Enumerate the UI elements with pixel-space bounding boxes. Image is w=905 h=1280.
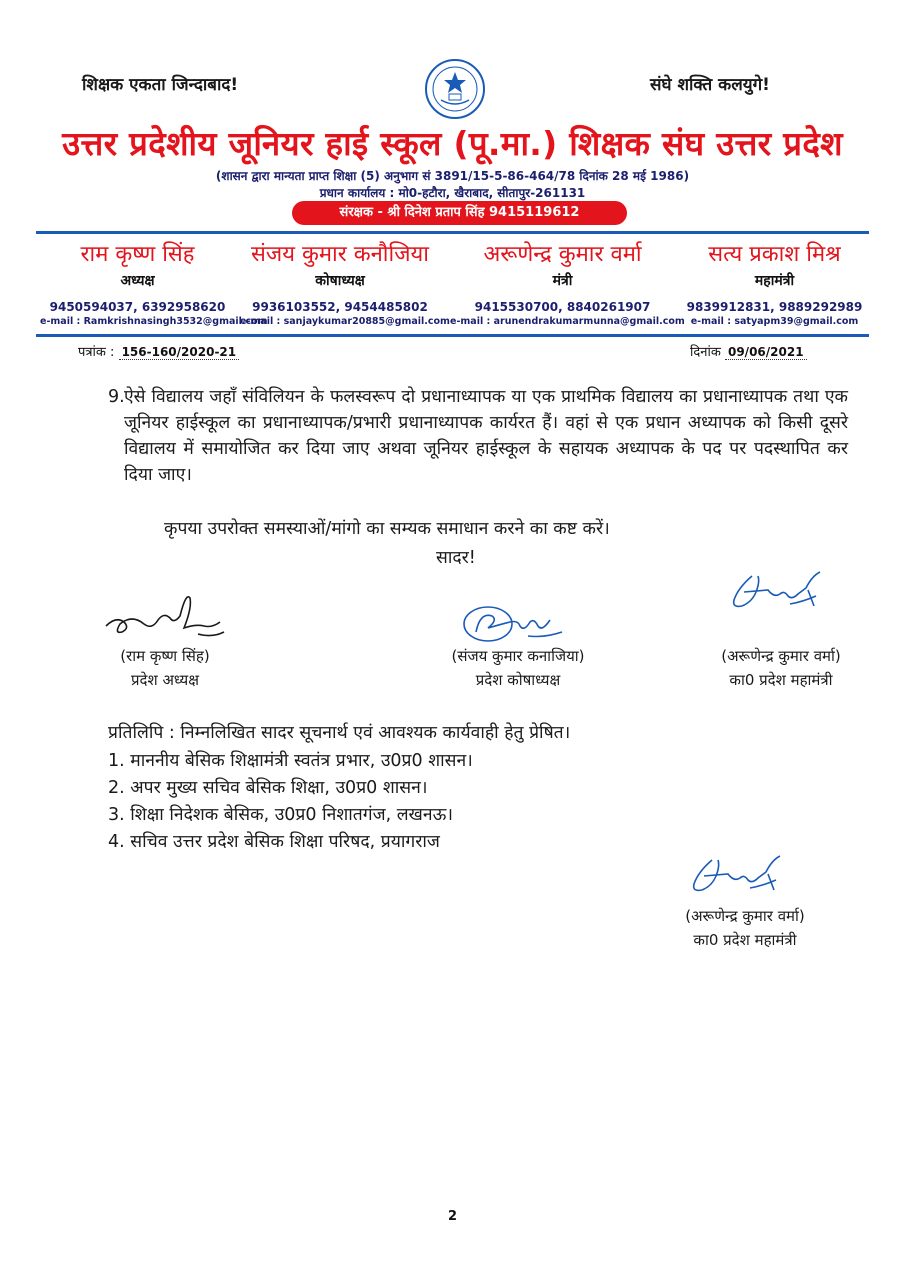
copy-item: 2. अपर मुख्य सचिव बेसिक शिक्षा, उ0प्र0 शासन। <box>108 778 428 798</box>
page-number: 2 <box>447 1209 458 1224</box>
patrank-value: 156-160/2020-21 <box>119 345 240 360</box>
signatory-name: (संजय कुमार कनाजिया) <box>451 647 585 665</box>
point-number: 9. <box>108 387 125 407</box>
officer-phone: 9936103552, 9454485802 <box>252 300 428 314</box>
point-9-text: ऐसे विद्यालय जहाँ संविलियन के फलस्वरूप दो प्रधानाध्यापक या एक प्राथमिक विद्यालय का प्रधानाध्यापक तथा एक जूनियर हाईस्कूल का प्रधानाध्यापक/प्रभारी प्रधानाध्यापक कार्यरत हैं। वहां से एक प्रधान अध्यापक को किसी दूसरे विद्यालय में समायोजित कर दिया जाए अथवा जूनियर हाईस्कूल के सहायक अध्यापक के पद पर पदस्थापित कर दिया जाए। <box>124 387 848 485</box>
head-office-line: प्रधान कार्यालय : मो0-हटौरा, खैराबाद, सीतापुर-261131 <box>319 186 586 200</box>
signatory-title: प्रदेश कोषाध्यक्ष <box>475 671 561 689</box>
copy-item: 4. सचिव उत्तर प्रदेश बेसिक शिक्षा परिषद, प्रयागराज <box>108 832 440 852</box>
officer-secretary <box>450 238 685 327</box>
signature-arunendra-kumar-verma-final <box>688 852 788 898</box>
org-title: उत्तर प्रदेशीय जूनियर हाई स्कूल (पू.मा.) शिक्षक संघ उत्तर प्रदेश <box>62 124 843 163</box>
officer-name: सत्य प्रकाश मिश्र <box>708 242 841 267</box>
officer-treasurer <box>240 238 450 327</box>
officer-name: अरूणेन्द्र कुमार वर्मा <box>483 242 642 267</box>
officer-phone: 9415530700, 8840261907 <box>474 300 651 314</box>
emblem-seal-icon <box>424 58 486 120</box>
signature-sanjay-kumar <box>458 602 568 646</box>
officer-name: संजय कुमार कनौजिया <box>251 242 429 267</box>
officer-email: e-mail : arunendrakumarmunna@gmail.com <box>450 316 685 327</box>
reference-date <box>690 342 807 360</box>
signatory-treasurer <box>418 644 618 692</box>
signatory-name: (अरूणेन्द्र कुमार वर्मा) <box>721 647 841 665</box>
signatory-name: (अरूणेन्द्र कुमार वर्मा) <box>685 907 805 925</box>
officer-designation: अध्यक्ष <box>120 273 155 289</box>
signatory-title: का0 प्रदेश महामंत्री <box>693 931 797 949</box>
officer-designation: मंत्री <box>552 273 573 289</box>
copy-item: 3. शिक्षा निदेशक बेसिक, उ0प्र0 निशातगंज, लखनऊ। <box>108 805 453 825</box>
officer-phone: 9839912831, 9889292989 <box>686 300 863 314</box>
officer-general-secretary <box>682 238 867 327</box>
signatory-president <box>80 644 250 692</box>
slogan-left: शिक्षक एकता जिन्दाबाद! <box>82 75 239 95</box>
signature-arunendra-kumar-verma <box>728 568 828 614</box>
officer-designation: महामंत्री <box>754 273 795 289</box>
copy-item: 1. माननीय बेसिक शिक्षामंत्री स्वतंत्र प्रभार, उ0प्र0 शासन। <box>108 751 473 771</box>
signatory-name: (राम कृष्ण सिंह) <box>120 647 210 665</box>
officer-name: राम कृष्ण सिंह <box>80 242 195 267</box>
patrank-label: पत्रांक : <box>78 345 115 360</box>
signatory-title: का0 प्रदेश महामंत्री <box>729 671 833 689</box>
patron-banner: संरक्षक - श्री दिनेश प्रताप सिंह 9415119612 <box>292 201 627 225</box>
header-divider-bottom <box>36 334 869 337</box>
slogan-right: संघे शक्ति कलयुगे! <box>650 75 770 95</box>
officer-email: e-mail : Ramkrishnasingh3532@gmail.com <box>40 316 268 327</box>
officer-designation: कोषाध्यक्ष <box>315 273 365 289</box>
officer-email: e-mail : satyapm39@gmail.com <box>690 316 859 327</box>
date-label: दिनांक <box>690 345 721 360</box>
officer-president <box>40 238 268 327</box>
request-line: कृपया उपरोक्त समस्याओं/मांगो का सम्यक समाधान करने का कष्ट करें। <box>164 519 610 539</box>
final-signatory <box>650 904 840 952</box>
header-divider-top <box>36 231 869 234</box>
date-value: 09/06/2021 <box>725 345 807 360</box>
closing-line: सादर! <box>436 548 476 568</box>
recognition-line: (शासन द्वारा मान्यता प्राप्त शिक्षा (5) अनुभाग सं 3891/15-5-86-464/78 दिनांक 28 मई 1986) <box>215 169 690 183</box>
reference-number <box>78 342 239 360</box>
copy-heading: प्रतिलिपि : निम्नलिखित सादर सूचनार्थ एवं आवश्यक कार्यवाही हेतु प्रेषित। <box>108 723 571 743</box>
officer-phone: 9450594037, 6392958620 <box>49 300 226 314</box>
signature-ram-krishna-singh <box>100 588 230 644</box>
signatory-title: प्रदेश अध्यक्ष <box>130 671 200 689</box>
officer-email: e-mail : sanjaykumar20885@gmail.com <box>240 316 450 327</box>
signatory-general-secretary <box>686 644 876 692</box>
